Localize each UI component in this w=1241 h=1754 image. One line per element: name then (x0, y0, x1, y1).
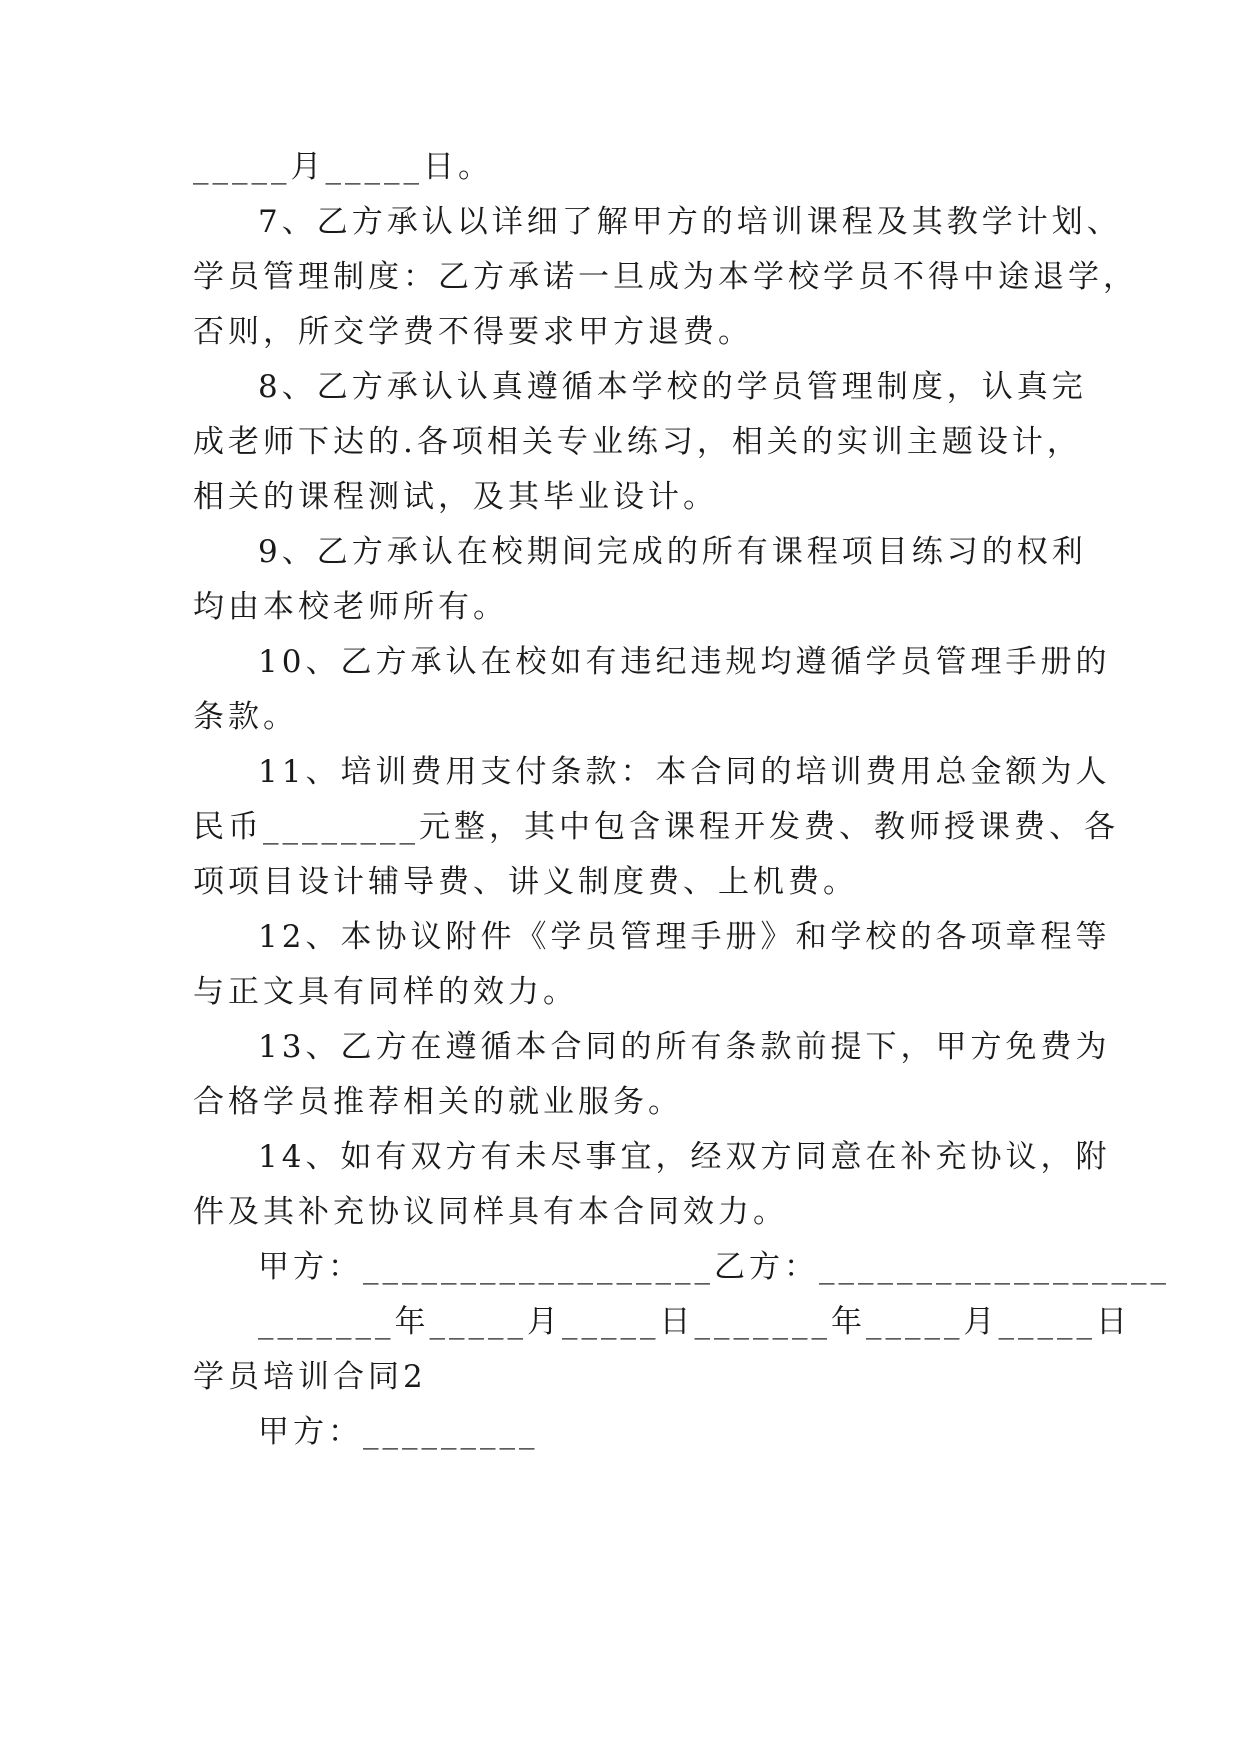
clause-9-line-2: 均由本校老师所有。 (193, 589, 508, 625)
clause-12-line-1: 12、本协议附件《学员管理手册》和学校的各项章程等 (258, 919, 1111, 955)
clause-7-line-1: 7、乙方承认以详细了解甲方的培训课程及其教学计划、 (258, 204, 1122, 240)
party-a-line: 甲方：_________ (258, 1414, 539, 1450)
clause-8-line-2: 成老师下达的.各项相关专业练习，相关的实训主题设计， (193, 424, 1082, 460)
clause-7-line-2: 学员管理制度：乙方承诺一旦成为本学校学员不得中途退学， (193, 259, 1138, 295)
date-line: _____月_____日。 (193, 149, 493, 185)
clause-13-line-2: 合格学员推荐相关的就业服务。 (193, 1084, 683, 1120)
clause-12-line-2: 与正文具有同样的效力。 (193, 974, 578, 1010)
clause-7-line-3: 否则，所交学费不得要求甲方退费。 (193, 314, 753, 350)
clause-11-line-2: 民币________元整，其中包含课程开发费、教师授课费、各 (193, 809, 1119, 845)
clause-13-line-1: 13、乙方在遵循本合同的所有条款前提下，甲方免费为 (258, 1029, 1111, 1065)
clause-14-line-2: 件及其补充协议同样具有本合同效力。 (193, 1194, 788, 1230)
clause-8-line-1: 8、乙方承认认真遵循本学校的学员管理制度，认真完 (258, 369, 1087, 405)
clause-10-line-1: 10、乙方承认在校如有违纪违规均遵循学员管理手册的 (258, 644, 1111, 680)
section-title: 学员培训合同2 (193, 1359, 427, 1395)
clause-11-line-1: 11、培训费用支付条款：本合同的培训费用总金额为人 (258, 754, 1111, 790)
signature-line: 甲方：__________________乙方：__________________ (258, 1249, 1170, 1285)
clause-8-line-3: 相关的课程测试，及其毕业设计。 (193, 479, 718, 515)
signature-date-line: _______年_____月_____日_______年_____月_____日 (258, 1304, 1131, 1340)
clause-11-line-3: 项项目设计辅导费、讲义制度费、上机费。 (193, 864, 858, 900)
clause-9-line-1: 9、乙方承认在校期间完成的所有课程项目练习的权利 (258, 534, 1087, 570)
clause-14-line-1: 14、如有双方有未尽事宜，经双方同意在补充协议，附 (258, 1139, 1111, 1175)
clause-10-line-2: 条款。 (193, 699, 298, 735)
